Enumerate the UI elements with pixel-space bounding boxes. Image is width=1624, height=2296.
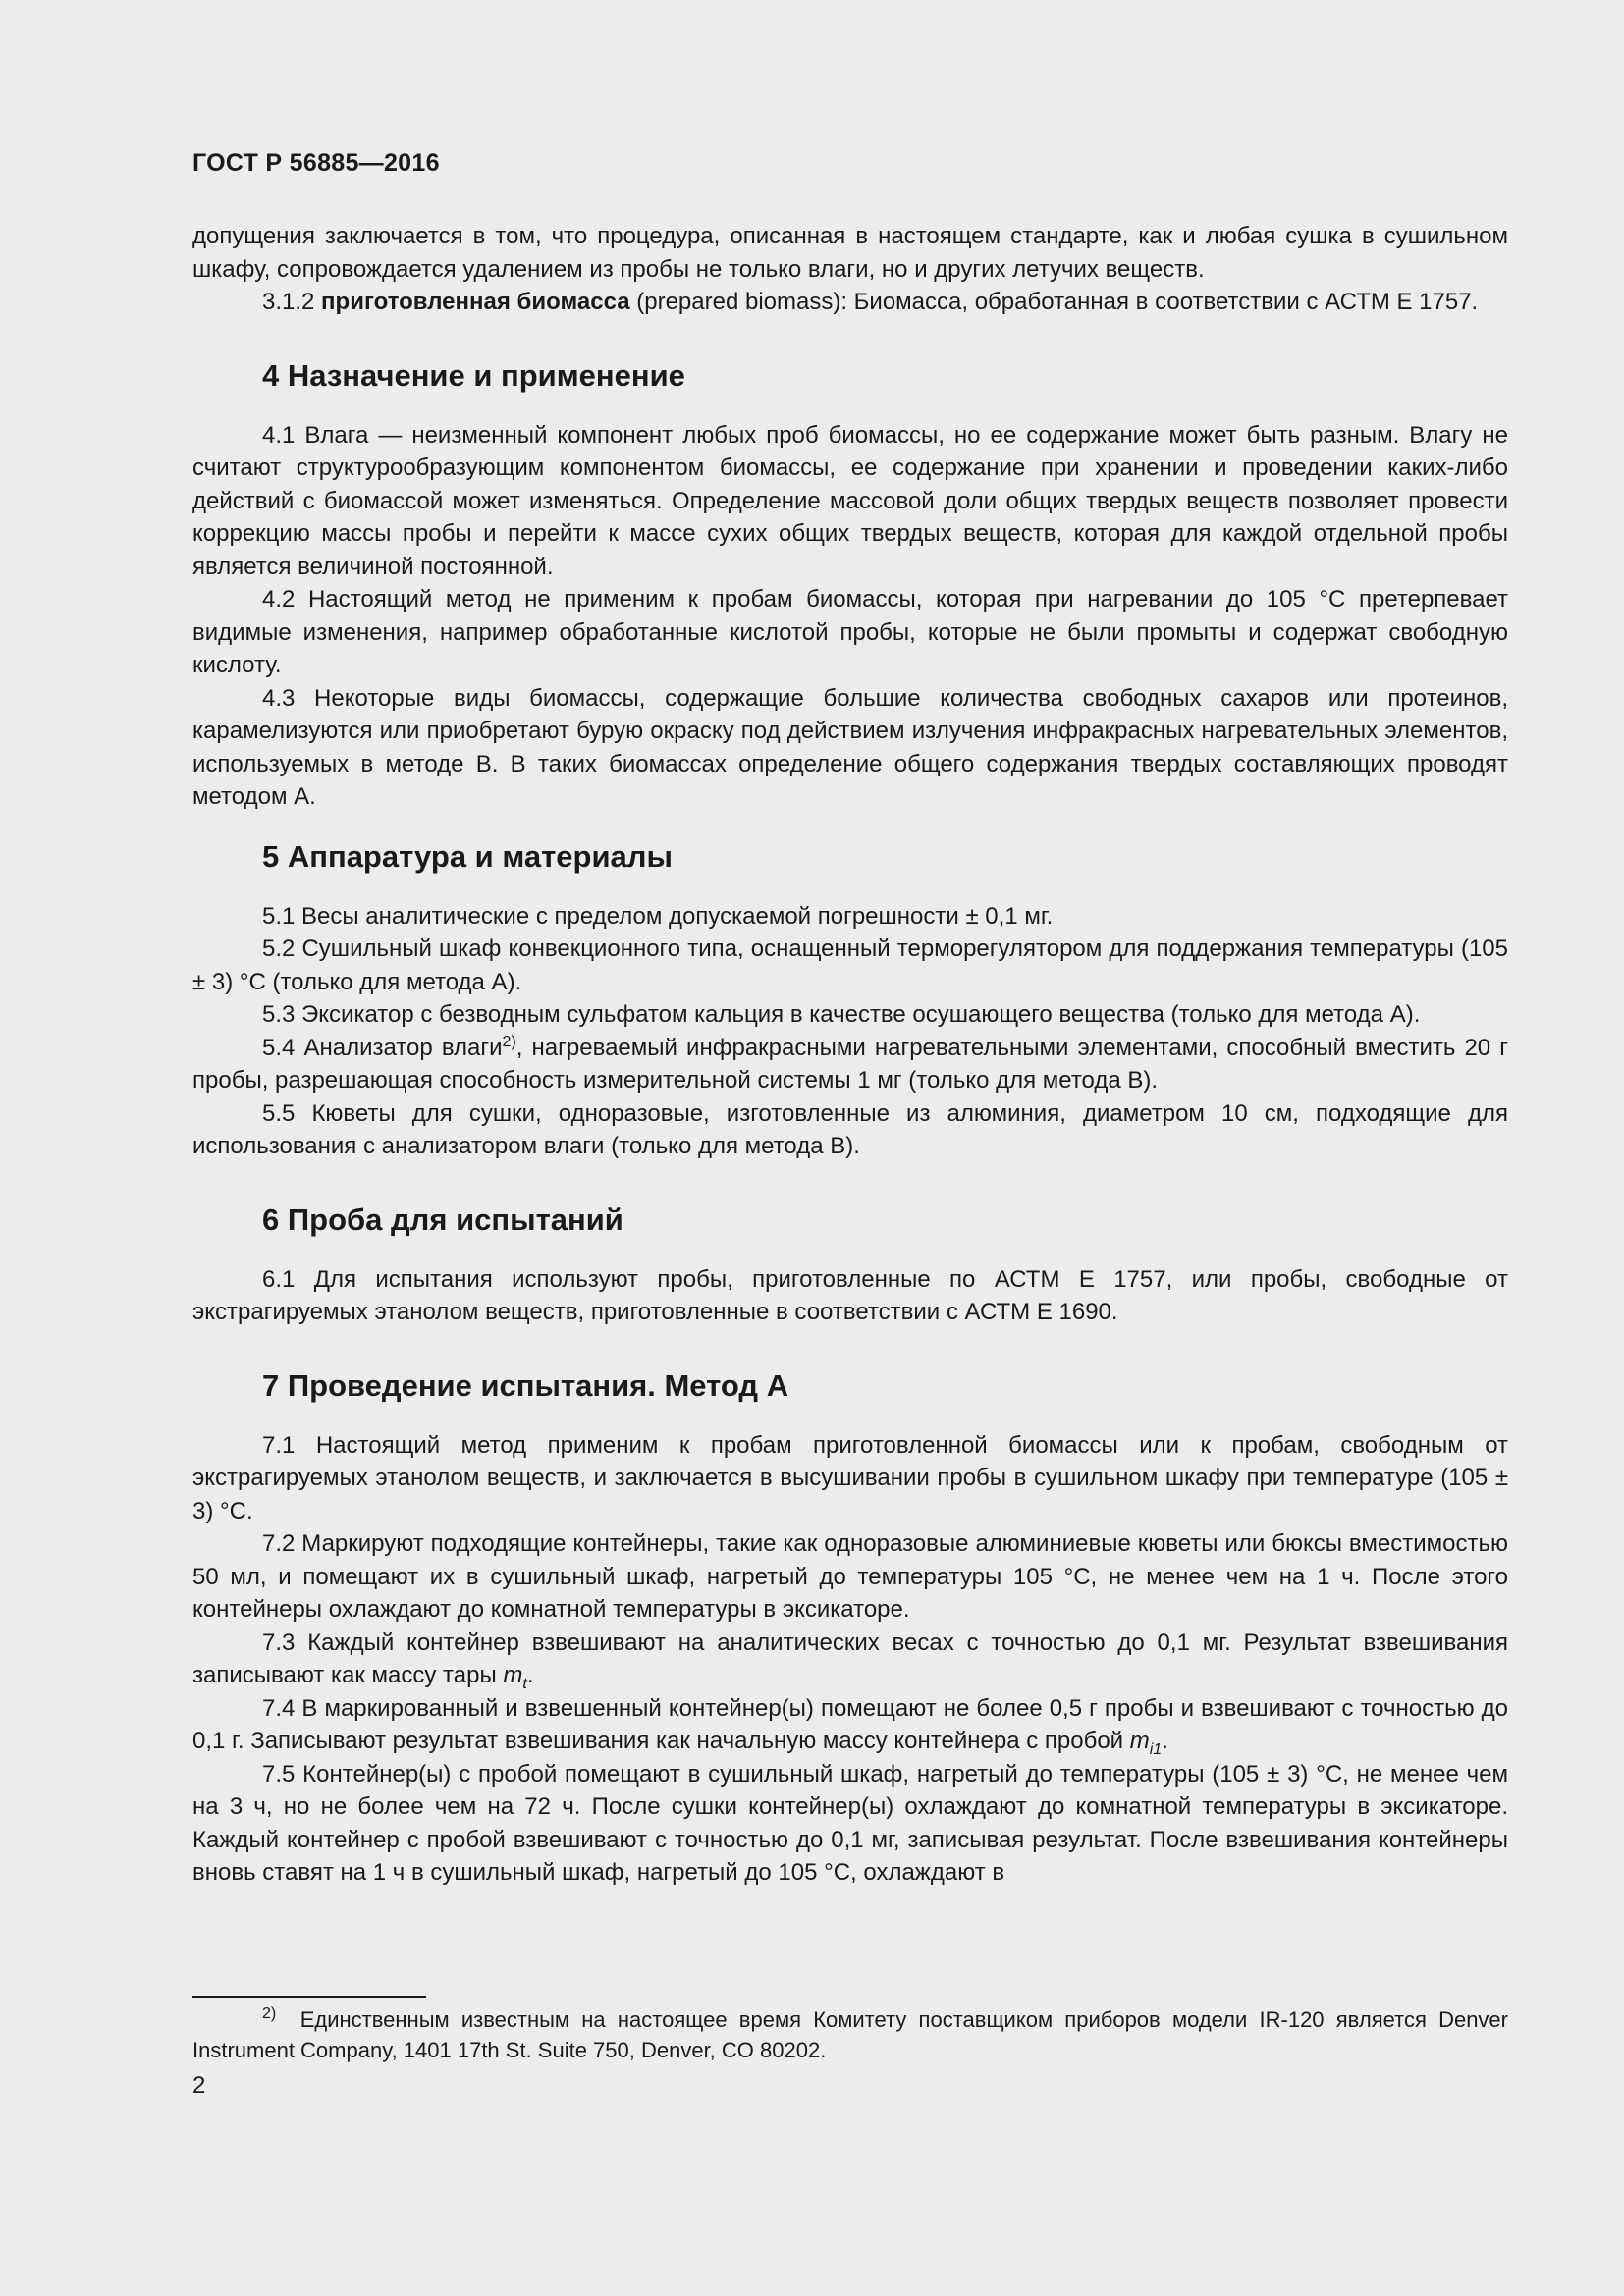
variable-m: m [503,1662,523,1688]
document-header: ГОСТ Р 56885—2016 [192,149,440,177]
paragraph-7-4 [192,1692,1508,1758]
paragraph-intro-continued: допущения заключается в том, что процедура, описанная в настоящем стандарте, как и любая сушка в сушильном шкафу, сопровождается удалением из пробы не только влаги, но и других летучих веществ. [192,223,1508,283]
paragraph-4-3: 4.3 Некоторые виды биомассы, содержащие большие количества свободных сахаров или протеинов, карамелизуются или приобретают бурую окраску под действием излучения инфракрасных нагревательных элементов, используемых в методе В. В таких биомассах определение общего содержания твердых составляющих проводят методом А. [192,684,1508,810]
paragraph-3-1-2 [192,286,1508,319]
paragraph-7-2: 7.2 Маркируют подходящие контейнеры, такие как одноразовые алюминиевые кюветы или бюксы вместимостью 50 мл, и помещают их в сушильный шкаф, нагретый до температуры 105 °С, не менее чем на 1 ч. После этого контейнеры охлаждают до комнатной температуры в эксикаторе. [192,1530,1508,1623]
variable-m: m [1129,1728,1150,1754]
footnote-divider [192,1996,426,1998]
paragraph-4-2: 4.2 Настоящий метод не применим к пробам биомассы, которая при нагревании до 105 °С претерпевает видимые изменения, например обработанные кислотой пробы, которые не были промыты и содержат свободную кислоту. [192,586,1508,678]
footnote [192,2004,1508,2065]
document-body [192,220,1508,1890]
section-7-title: 7 Проведение испытания. Метод А [262,1367,789,1403]
clause-number: 3.1.2 [262,289,322,315]
page-number: 2 [192,2072,206,2099]
paragraph-5-3: 5.3 Эксикатор с безводным сульфатом кальция в качестве осушающего вещества (только для метода А). [262,1001,1421,1028]
paragraph-7-4-text: 7.4 В маркированный и взвешенный контейнер(ы) помещают не более 0,5 г пробы и взвешивают с точностью до 0,1 г. Записывают результат взвешивания как начальную массу контейнера с пробой [192,1694,1508,1754]
footnote-mark: 2) [262,2005,277,2022]
section-5-title: 5 Аппаратура и материалы [262,838,673,874]
paragraph-4-1: 4.1 Влага — неизменный компонент любых проб биомассы, но ее содержание может быть разным. Влагу не считают структурообразующим компонентом биомассы, ее содержание при хранении и проведении каких-либо действий с биомассой может изменяться. Определение массовой доли общих твердых веществ позволяет провести коррекцию массы пробы и перейти к массе сухих общих твердых веществ, которая для каждой отдельной пробы является величиной постоянной. [192,421,1508,580]
paragraph-7-3-text: 7.3 Каждый контейнер взвешивают на аналитических весах с точностью до 0,1 мг. Результат взвешивания записывают как массу тары [192,1629,1508,1688]
paragraph-5-5: 5.5 Кюветы для сушки, одноразовые, изготовленные из алюминия, диаметром 10 см, подходящие для использования с анализатором влаги (только для метода В). [192,1099,1508,1159]
paragraph-7-1: 7.1 Настоящий метод применим к пробам приготовленной биомассы или к пробам, свободным от экстрагируемых этанолом веществ, и заключается в высушивании пробы в сушильном шкафу при температуре (105 ± 3) °С. [192,1431,1508,1524]
paragraph-6-1: 6.1 Для испытания используют пробы, приготовленные по АСТМ Е 1757, или пробы, свободные от экстрагируемых этанолом веществ, приготовленные в соответствии с АСТМ Е 1690. [192,1265,1508,1325]
paragraph-5-2: 5.2 Сушильный шкаф конвекционного типа, оснащенный терморегулятором для поддержания температуры (105 ± 3) °С (только для метода А). [192,935,1508,995]
variable-subscript: i1 [1149,1740,1163,1758]
term-prepared-biomass: приготовленная биомасса [321,289,630,315]
term-definition: (prepared biomass): Биомасса, обработанная в соответствии с АСТМ Е 1757. [629,289,1479,315]
paragraph-5-4 [192,1032,1508,1097]
paragraph-5-4-text: 5.4 Анализатор влаги [262,1034,503,1061]
sentence-end: . [526,1662,534,1688]
footnote-text: Единственным известным на настоящее время Комитету поставщиком приборов модели IR-120 является Denver Instrument Company, 1401 17th St. Suite 750, Denver, CO 80202. [192,2007,1508,2062]
paragraph-7-3 [192,1627,1508,1692]
section-6-title: 6 Проба для испытаний [262,1201,623,1237]
paragraph-7-5: 7.5 Контейнер(ы) с пробой помещают в сушильный шкаф, нагретый до температуры (105 ± 3) °С, не менее чем на 3 ч, но не более чем на 72 ч. После сушки контейнер(ы) охлаждают до комнатной температуры в эксикаторе. Каждый контейнер с пробой взвешивают с точностью до 0,1 мг, записывая результат. После взвешивания контейнеры вновь ставят на 1 ч в сушильный шкаф, нагретый до 105 °С, охлаждают в [192,1760,1508,1886]
sentence-end: . [1162,1728,1168,1754]
paragraph-5-1: 5.1 Весы аналитические с пределом допускаемой погрешности ± 0,1 мг. [262,902,1054,930]
footnote-reference[interactable]: 2) [502,1033,516,1050]
section-4-title: 4 Назначение и применение [262,357,685,393]
variable-subscript: t [522,1675,527,1692]
paragraph-5-4-text-cont: , нагреваемый инфракрасными нагревательными элементами, способный вместить 20 г пробы, разрешающая способность измерительной системы 1 мг (только для метода В). [192,1034,1509,1094]
